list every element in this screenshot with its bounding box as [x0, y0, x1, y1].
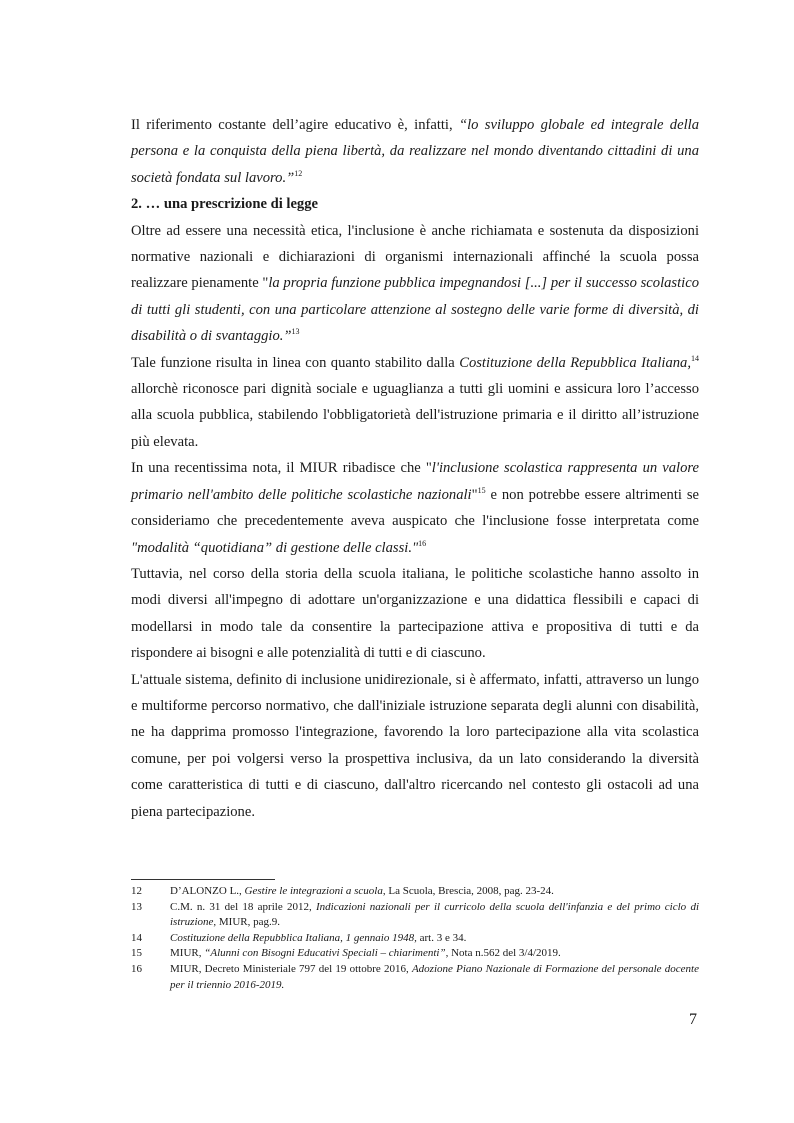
footnote-number: 15	[131, 947, 142, 960]
body-text	[131, 112, 699, 825]
quote-2: la propria funzione pubblica impegnandosi [...] per il successo scolastico di tutti gli studenti, con una particolare attenzione al sostegno delle varie forme di diversità, di disabilità o di svantaggio.”	[131, 275, 699, 345]
footnote-15: 15 MIUR, “Alunni con Bisogni Educativi Speciali – chiarimenti”, Nota n.562 del 3/4/2019.	[131, 946, 699, 962]
footnote-14: 14 Costituzione della Repubblica Italiana, 1 gennaio 1948, art. 3 e 34.	[131, 931, 699, 947]
page-number: 7	[689, 1011, 697, 1028]
paragraph-1: Il riferimento costante dell’agire educativo è, infatti, “lo sviluppo globale ed integrale della persona e la conquista della piena libertà, da realizzare nel mondo diventando cittadini di una società fondata sul lavoro.”$^{12}$	[131, 117, 699, 186]
footnote-12: 12 D’ALONZO L., Gestire le integrazioni a scuola, La Scuola, Brescia, 2008, pag. 23-24.	[131, 884, 699, 900]
footnote-number: 13	[131, 900, 142, 913]
footnote-number: 14	[131, 931, 142, 944]
paragraph-5: Tuttavia, nel corso della storia della scuola italiana, le politiche scolastiche hanno assolto in modi diversi all'impegno di adottare un'organizzazione e una didattica flessibili e capaci di modellarsi in modo tale da consentire la partecipazione attiva e propositiva di tutti e da rispondere ai bisogni e alle potenzialità di tutti e di ciascuno.	[131, 565, 699, 662]
footnotes	[131, 884, 699, 993]
paragraph-6: L'attuale sistema, definito di inclusione unidirezionale, si è affermato, infatti, attraverso un lungo e multiforme percorso normativo, che dall'iniziale istruzione separata degli alunni con disabilità, ne ha dapprima promosso l'integrazione, favorendo la loro partecipazione alla vita scolastica comune, per poi volgersi verso la prospettiva inclusiva, da un lato considerando la diversità come caratteristica di tutti e di ciascuno, dall'altro ricercando nel contesto gli ostacoli ad una piena partecipazione.	[131, 671, 699, 820]
quote-1: “lo sviluppo globale ed integrale della persona e la conquista della piena libertà, da realizzare nel mondo diventando cittadini di una società fondata sul lavoro.”	[131, 117, 699, 186]
footnote-ref-14[interactable]: 14	[691, 353, 699, 363]
footnote-ref-13[interactable]: 13	[291, 327, 300, 337]
footnote-ref-15[interactable]: 15	[477, 485, 486, 495]
section-heading: 2. … una prescrizione di legge	[131, 196, 319, 213]
footnote-number: 16	[131, 962, 142, 975]
paragraph-4: In una recentissima nota, il MIUR ribadisce che "l'inclusione scolastica rappresenta un valore primario nell'ambito delle politiche scolastiche nazionali"$^{15}$ e non potrebbe essere altrimenti se consideriamo che precedentemente aveva auspicato che l'inclusione fosse interpretata come "modalità “quotidiana” di gestione delle classi."$^{16}$	[131, 460, 700, 556]
constitution-title: Costituzione della Repubblica Italiana,	[459, 354, 691, 371]
footnote-ref-12[interactable]: 12	[294, 168, 303, 178]
footnote-13: 13 C.M. n. 31 del 18 aprile 2012, Indicazioni nazionali per il curricolo della scuola dell'infanzia e del primo ciclo di istruzione, MIUR, pag.9.	[131, 900, 699, 931]
paragraph-2: Oltre ad essere una necessità etica, l'inclusione è anche richiamata e sostenuta da disposizioni normative nazionali e dichiarazioni di organismi internazionali affinché la scuola possa realizzare pienamente "la propria funzione pubblica impegnandosi [...] per il successo scolastico di tutti gli studenti, con una particolare attenzione al sostegno delle varie forme di diversità, di disabilità o di svantaggio.”$^{13}$	[131, 222, 699, 345]
footnote-number: 12	[131, 885, 142, 897]
footnote-16: 16 MIUR, Decreto Ministeriale 797 del 19 ottobre 2016, Adozione Piano Nazionale di Formazione del personale docente per il triennio 2016-2019.	[131, 962, 699, 993]
paragraph-3: Tale funzione risulta in linea con quanto stabilito dalla Costituzione della Repubblica Italiana,$^{14}$ allorchè riconosce pari dignità sociale e uguaglianza a tutti gli uomini e assicura loro l’accesso alla scuola pubblica, stabilendo l'obbligatorietà dell'istruzione primaria e il diritto all’istruzione più elevata.	[131, 353, 699, 450]
quote-5: "modalità “quotidiana” di gestione delle classi."	[131, 539, 419, 556]
footnote-ref-16[interactable]: 16	[418, 538, 427, 548]
footnote-separator	[131, 879, 275, 880]
quote-4: l'inclusione scolastica rappresenta un valore primario nell'ambito delle politiche scolastiche nazionali	[131, 460, 699, 503]
